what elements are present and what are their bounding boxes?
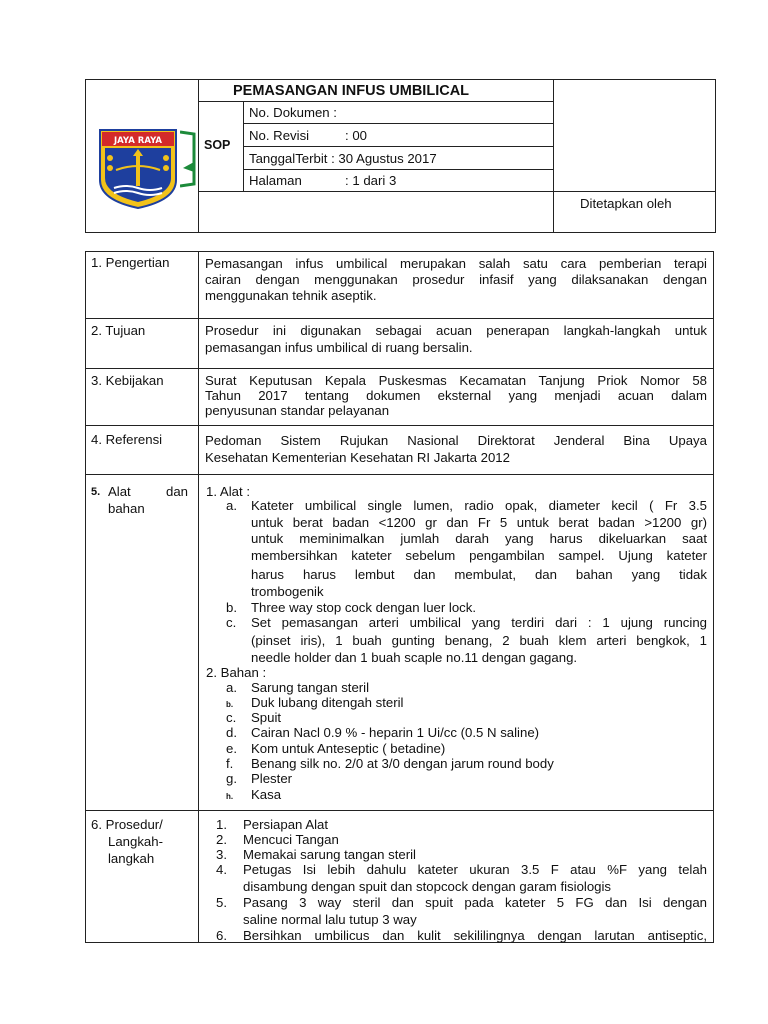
bahan-item-a: Sarung tangan steril	[251, 680, 370, 695]
alat-item-b-line-1: Three way stop cock dengan luer lock.	[251, 600, 477, 615]
pengertian-line-3: menggunakan tehnik aseptik.	[205, 288, 377, 303]
ditetapkan-oleh: Ditetapkan oleh	[580, 196, 672, 211]
alat-item-c-line-3: needle holder dan 1 buah scaple no.11 dengan gagang.	[251, 650, 578, 665]
alat-item-a-line-4: membersihkan kateter sebelum pengambilan sampel. Ujung kateter	[251, 548, 707, 563]
step-6-marker: 6.	[216, 928, 227, 943]
pengertian-label: 1. Pengertian	[91, 255, 170, 270]
alat-label-a: Alat	[108, 484, 131, 499]
step-2-marker: 2.	[216, 832, 227, 847]
halaman-value: : 1 dari 3	[345, 173, 397, 188]
step-4-marker: 4.	[216, 862, 227, 877]
kebijakan-line-2: Tahun 2017 tentang dokumen eksternal yang menjadi acuan dalam	[205, 388, 707, 403]
tanggal-terbit: TanggalTerbit : 30 Agustus 2017	[249, 151, 437, 166]
bahan-item-g-marker: g.	[226, 771, 237, 786]
no-revisi-value: : 00	[345, 128, 367, 143]
bahan-heading: 2. Bahan :	[206, 665, 267, 680]
bahan-item-f-marker: f.	[226, 756, 234, 771]
alat-label-b: dan	[166, 484, 189, 499]
bahan-item-e-marker: e.	[226, 741, 237, 756]
alat-heading: 1. Alat :	[206, 484, 250, 499]
bahan-item-f: Benang silk no. 2/0 at 3/0 dengan jarum round body	[251, 756, 554, 771]
bahan-item-b-marker: b.	[226, 700, 234, 709]
bahan-item-h: Kasa	[251, 787, 282, 802]
step-5-line-1: Pasang 3 way steril dan spuit pada kateter 5 FG dan Isi dengan	[243, 895, 707, 910]
referensi-line-1: Pedoman Sistem Rujukan Nasional Direktorat Jenderal Bina Upaya	[205, 433, 707, 448]
step-5-line-2: saline normal lalu tutup 3 way	[243, 912, 417, 927]
tujuan-label: 2. Tujuan	[91, 323, 146, 338]
alat-item-a-line-1: Kateter umbilical single lumen, radio opak, diameter kecil ( Fr 3.5	[251, 498, 707, 513]
bahan-item-b: Duk lubang ditengah steril	[251, 695, 404, 710]
prosedur-label-c: langkah	[108, 851, 155, 866]
step-3-marker: 3.	[216, 847, 227, 862]
alat-item-c-marker: c.	[226, 615, 237, 630]
bahan-item-a-marker: a.	[226, 680, 237, 695]
bahan-item-c: Spuit	[251, 710, 282, 725]
tujuan-line-1: Prosedur ini digunakan sebagai acuan penerapan langkah-langkah untuk	[205, 323, 707, 338]
alat-item-c-line-2: (pinset iris), 1 buah gunting benang, 2 buah klem arteri bengkok, 1	[251, 633, 707, 648]
tujuan-line-2: pemasangan infus umbilical di ruang bersalin.	[205, 340, 473, 355]
referensi-label: 4. Referensi	[91, 432, 163, 447]
bahan-item-h-marker: h.	[226, 792, 234, 801]
bahan-item-d: Cairan Nacl 0.9 % - heparin 1 Ui/cc (0.5 N saline)	[251, 725, 540, 740]
pengertian-line-2: cairan dengan menggunakan prosedur infasif yang dilaksanakan dengan	[205, 272, 707, 287]
step-6-line-1: Bersihkan umbilicus dan kulit sekililingnya dengan larutan antiseptic,	[243, 928, 707, 943]
step-3-text: Memakai sarung tangan steril	[243, 847, 416, 862]
step-4-line-2: disambung dengan spuit dan stopcock dengan garam fisiologis	[243, 879, 612, 894]
bahan-item-e: Kom untuk Anteseptic ( betadine)	[251, 741, 446, 756]
step-1-text: Persiapan Alat	[243, 817, 329, 832]
bahan-item-c-marker: c.	[226, 710, 237, 725]
prosedur-label-b: Langkah-	[108, 834, 163, 849]
kebijakan-label: 3. Kebijakan	[91, 373, 164, 388]
no-dokumen: No. Dokumen :	[249, 105, 337, 120]
logo-text: JAYA RAYA	[113, 136, 163, 146]
alat-item-b-marker: b.	[226, 600, 237, 615]
kebijakan-line-1: Surat Keputusan Kepala Puskesmas Kecamatan Tanjung Priok Nomor 58	[205, 373, 707, 388]
alat-item-a-line-3: untuk meminimalkan jumlah darah yang harus dikeluarkan saat	[251, 531, 707, 546]
green-flag-icon	[180, 128, 198, 190]
alat-item-a-marker: a.	[226, 498, 237, 513]
kebijakan-line-3: penyusunan standar pelayanan	[205, 403, 390, 418]
step-1-marker: 1.	[216, 817, 227, 832]
bahan-item-d-marker: d.	[226, 725, 237, 740]
pengertian-line-1: Pemasangan infus umbilical merupakan salah satu cara pemberian terapi	[205, 256, 707, 271]
alat-item-a-line-6: trombogenik	[251, 584, 324, 599]
document-title: PEMASANGAN INFUS UMBILICAL	[233, 83, 470, 99]
alat-item-a-line-2: untuk berat badan <1200 gr dan Fr 5 untuk berat badan >1200 gr)	[251, 515, 707, 530]
alat-label-c: bahan	[108, 501, 145, 516]
alat-num: 5.	[91, 486, 101, 498]
no-revisi-label: No. Revisi	[249, 128, 310, 143]
bahan-item-g: Plester	[251, 771, 293, 786]
halaman-label: Halaman	[249, 173, 302, 188]
step-5-marker: 5.	[216, 895, 227, 910]
referensi-line-2: Kesehatan Kementerian Kesehatan RI Jakarta 2012	[205, 450, 510, 465]
alat-item-a-line-5: harus harus lembut dan membulat, dan bahan yang tidak	[251, 567, 707, 582]
step-4-line-1: Petugas Isi lebih dahulu kateter ukuran 3.5 F atau %F yang telah	[243, 862, 707, 877]
sop-label: SOP	[204, 138, 231, 152]
step-2-text: Mencuci Tangan	[243, 832, 339, 847]
prosedur-label-a: 6. Prosedur/	[91, 817, 163, 832]
alat-item-c-line-1: Set pemasangan arteri umbilical yang terdiri dari : 1 ujung runcing	[251, 615, 707, 630]
jakarta-emblem-logo	[96, 128, 186, 210]
